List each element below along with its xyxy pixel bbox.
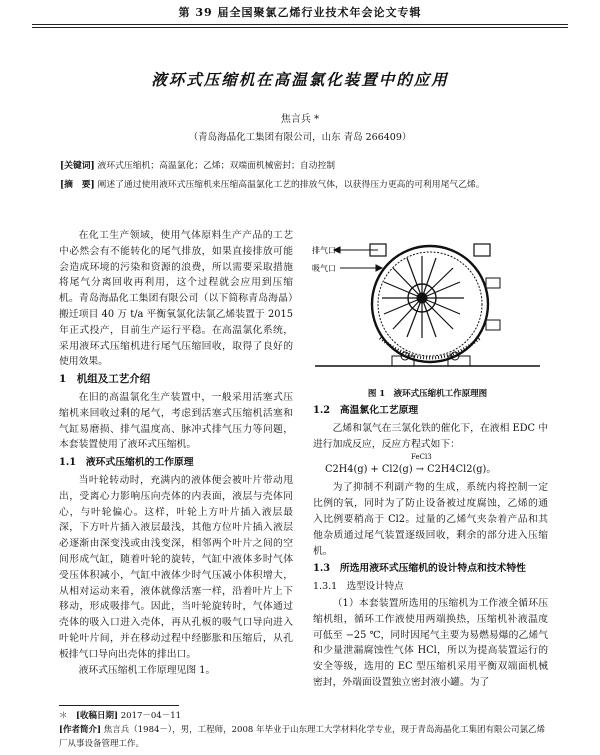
right-column (313, 403, 548, 691)
received-label: [收稿日期] (76, 711, 119, 721)
figure-1-caption: 图 1 液环式压缩机工作原理图 (367, 389, 488, 399)
section-1-1-heading: 1.1 液环式压缩机的工作原理 (59, 457, 194, 469)
author-bio (59, 723, 549, 751)
compressor-diagram (310, 238, 545, 378)
affiliation: （青岛海晶化工集团有限公司，山东 青岛 266409） (188, 132, 412, 143)
keywords-label: [关键词] (60, 161, 95, 171)
exhaust-port-label: 排气口 (312, 246, 336, 255)
footnotes (59, 709, 549, 751)
running-head: 第 39 届全国聚氯乙烯行业技术年会论文专辑 (178, 6, 422, 19)
reaction-equation (325, 452, 548, 480)
section-1-3-heading: 1.3 所选用液环式压缩机的设计特点和技术特性 (313, 563, 526, 575)
footnote-rule (59, 705, 179, 706)
intake-port-label: 吸气口 (312, 264, 336, 273)
author: 焦言兵 * (280, 114, 320, 125)
figure-1 (310, 238, 545, 378)
section-1-2-paragraph-2: 为了抑制不利副产物的生成，系统内将控制一定比例的氧，同时为了防止设备被过度腐蚀，乙烯的通入比例要稍高于 Cl2。过量的乙烯气夹杂着产品和其他杂质通过尾气装置逐级回收，剩余的部分进入压缩机。 (313, 482, 548, 557)
abstract-text: 阐述了通过使用液环式压缩机来压缩高温氯化工艺的排放气体，以获得压力更高的可利用尾气乙烯。 (97, 180, 485, 190)
section-1-1-figure-ref: 液环式压缩机工作原理见图 1。 (78, 664, 216, 676)
section-1-3-1-heading: 1.3.1 选型设计特点 (313, 581, 404, 593)
keywords (60, 158, 550, 171)
left-column (59, 228, 293, 678)
equation-text: C2H4(g) + Cl2(g) → C2H4Cl2(g)。 (325, 464, 497, 476)
header-rule-thin (32, 27, 568, 28)
abstract (60, 177, 550, 193)
paper-title: 液环式压缩机在高温氯化装置中的应用 (151, 70, 449, 89)
header-rule (32, 24, 568, 25)
section-1-paragraph: 在旧的高温氯化生产装置中，一般采用活塞式压缩机来回收过剩的尾气，考虑到活塞式压缩机活塞和气缸易磨损、排气温度高、脉冲式排气压力等问题，本套装置使用了液环式压缩机。 (59, 391, 293, 451)
section-1-2-paragraph: 乙烯和氯气在三氯化铁的催化下，在液相 EDC 中进行加成反应，反应方程式如下： (313, 422, 548, 450)
received-value: 2017－04－11 (120, 711, 182, 721)
received-date: ＊ [收稿日期] 2017－04－11 (59, 711, 182, 721)
keywords-text: 液环式压缩机；高温氯化；乙烯；双端面机械密封；自动控制 (97, 161, 336, 171)
section-1-1-paragraph: 当叶轮转动时，充满内的液体便会被叶片带动甩出，受离心力影响压向壳体的内表面，液层与壳体同心，与叶轮偏心。这样，叶轮上方叶片插入液层最深，下方叶片插入液层最浅，其他方位叶片插入液层必逐渐由深变浅或由浅变深，相邻两个叶片之间的空间形成气缸，随着叶轮的旋转，气缸中液体多时气体受压体积减小，气缸中液体少时气压减小体积增大，从相对运动来看，液体就像活塞一样，沿着叶片上下移动，形成吸排气。因此，当叶轮旋转时，气体通过壳体的吸入口进入壳体，再从孔板的吸气口导向进入叶轮叶片间，并在移动过程中经膨胀和压缩后，从孔板排气口导向出壳体的排出口。 (59, 474, 293, 660)
bio-text: 焦言兵（1984－），男，工程师，2008 年毕业于山东理工大学材料化学专业，现于青岛海晶化工集团有限公司氯乙烯厂从事设备管理工作。 (59, 725, 545, 749)
section-1-2-heading: 1.2 高温氯化工艺原理 (313, 405, 419, 416)
section-1-3-1-paragraph: （1）本套装置所选用的压缩机为工作液全循环压缩机组，循环工作液使用两端换热，压缩机补液温度可低至 −25 ℃，同时因尾气主要为易燃易爆的乙烯气和少量泄漏腐蚀性气体 HCl，所以为提高装置运行的安全等级，选用的 EC 型压缩机采用平衡双端面机械密封，外端面设置独立密封液小罐。为了 (313, 597, 548, 688)
section-1-heading: 1 机组及工艺介绍 (59, 373, 151, 386)
equation-catalyst: FeCl3 (411, 453, 432, 462)
intro-paragraph: 在化工生产领域，使用气体原料生产产品的工艺中必然会有不能转化的尾气排放，如果直接排放可能会造成环境的污染和资源的浪费，所以需要采取措施将尾气分离回收再利用，这个过程就会应用到压缩机。青岛海晶化工集团有限公司（以下简称青岛海晶）搬迁项目 40 万 t/a 平衡氧氯化法氯乙烯装置于 2015 年正式投产，目前生产运行平稳。在高温氯化系统，采用液环式压缩机进行尾气压缩回收，取得了良好的使用效果。 (59, 230, 293, 368)
bio-label: [作者简介] (59, 725, 102, 735)
abstract-label: [摘 要] (60, 180, 95, 190)
